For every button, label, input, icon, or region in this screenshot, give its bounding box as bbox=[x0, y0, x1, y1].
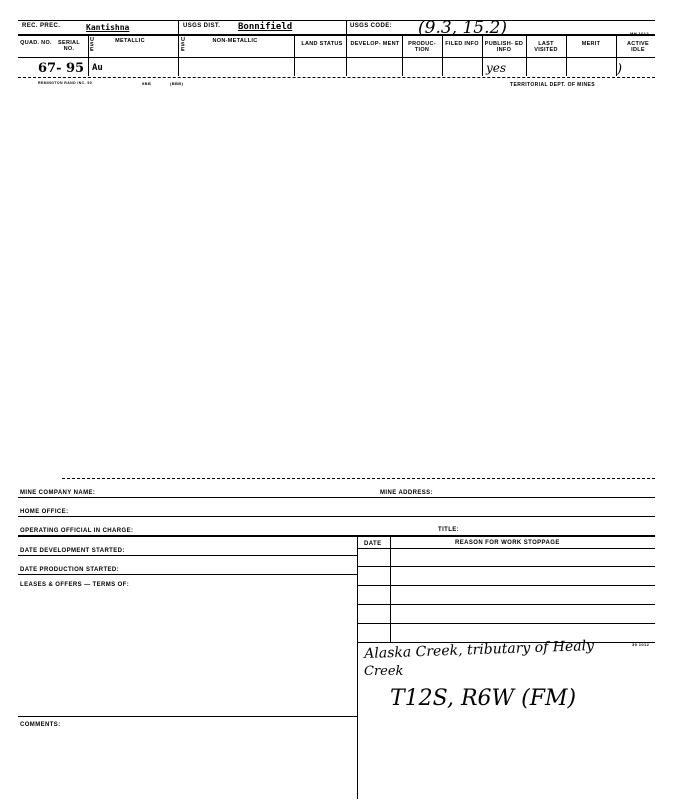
col-active-idle: ACTIVE IDLE bbox=[627, 41, 649, 53]
col-filed-info: FILED INFO bbox=[445, 41, 479, 47]
handwritten-location-line-2: Creek bbox=[364, 664, 404, 679]
usgs-code-label: USGS CODE: bbox=[350, 23, 393, 29]
rule-operating-official bbox=[18, 535, 655, 537]
stoppage-date-divider bbox=[390, 537, 391, 643]
rule-mine-company bbox=[18, 497, 655, 498]
small-form-code: 39 1012 bbox=[632, 642, 650, 647]
col-divider-4 bbox=[402, 35, 403, 76]
footer-code-2: (BBB) bbox=[170, 81, 184, 86]
operating-official-label: OPERATING OFFICIAL IN CHARGE: bbox=[20, 528, 134, 534]
col-divider-5 bbox=[442, 35, 443, 76]
stoppage-header-rule bbox=[357, 548, 655, 549]
col-development: DEVELOP- MENT bbox=[350, 41, 400, 47]
record-published-info: yes bbox=[486, 61, 507, 75]
col-merit: MERIT bbox=[581, 41, 601, 47]
col-last-visited: LAST VISITED bbox=[534, 41, 558, 53]
col-non-metallic: NON-METALLIC bbox=[212, 38, 258, 44]
usgs-code-value: (9.3, 15.2) bbox=[418, 18, 507, 38]
rule-date-development bbox=[18, 555, 357, 556]
col-divider-6 bbox=[482, 35, 483, 76]
col-use-2: U S E bbox=[181, 37, 186, 53]
mine-company-name-label: MINE COMPANY NAME: bbox=[20, 490, 96, 496]
agency-name: TERRITORIAL DEPT. OF MINES bbox=[510, 82, 595, 88]
rule-comments bbox=[18, 716, 357, 717]
divider-rec bbox=[178, 20, 179, 76]
col-divider-7 bbox=[526, 35, 527, 76]
col-divider-1 bbox=[88, 35, 89, 76]
stoppage-row-4 bbox=[357, 623, 655, 624]
col-divider-8 bbox=[566, 35, 567, 76]
col-quad-no: QUAD. NO. bbox=[20, 40, 52, 46]
mine-address-label: MINE ADDRESS: bbox=[380, 490, 433, 496]
stoppage-date-header: DATE bbox=[364, 541, 382, 547]
col-divider-2 bbox=[294, 35, 295, 76]
header-top-rule bbox=[18, 20, 655, 21]
stoppage-reason-header: REASON FOR WORK STOPPAGE bbox=[455, 540, 560, 546]
stoppage-row-1 bbox=[357, 566, 655, 567]
usgs-dist-value: Bonnifield bbox=[238, 22, 293, 32]
stoppage-left-edge bbox=[357, 537, 358, 799]
data-row-bottom bbox=[18, 77, 655, 78]
stoppage-row-2 bbox=[357, 585, 655, 586]
col-metallic: METALLIC bbox=[115, 38, 145, 44]
col-production: PRODUC- TION bbox=[408, 41, 436, 53]
col-divider-3 bbox=[346, 35, 347, 76]
record-quad-serial: 67- 95 bbox=[38, 61, 85, 76]
col-use-1: U S E bbox=[90, 37, 95, 53]
rule-home-office bbox=[18, 516, 655, 517]
form-number: MH 1012 bbox=[630, 31, 650, 36]
rec-prec-label: REC. PREC. bbox=[22, 23, 61, 29]
usgs-dist-label: USGS DIST. bbox=[183, 23, 221, 29]
col-serial-no: SERIAL NO. bbox=[58, 40, 80, 52]
divider-usgs bbox=[346, 20, 347, 34]
record-active-idle: ) bbox=[617, 62, 623, 77]
handwritten-location-line-1: Alaska Creek, tributary of Healy bbox=[364, 637, 595, 662]
stoppage-row-3 bbox=[357, 604, 655, 605]
col-published-info: PUBLISH- ED INFO bbox=[484, 41, 524, 53]
header-divider bbox=[18, 34, 655, 36]
column-header-bottom bbox=[18, 57, 655, 58]
col-land-status: LAND STATUS bbox=[301, 41, 343, 47]
date-production-label: DATE PRODUCTION STARTED: bbox=[20, 567, 120, 573]
handwritten-township-range: T12S, R6W (FM) bbox=[390, 686, 577, 711]
date-development-label: DATE DEVELOPMENT STARTED: bbox=[20, 548, 125, 554]
comments-label: COMMENTS: bbox=[20, 722, 61, 728]
leases-offers-label: LEASES & OFFERS — TERMS OF: bbox=[20, 582, 130, 588]
rec-prec-value: Kantishna bbox=[86, 23, 130, 32]
printer-credit: REMINGTON RAND INC. 50 bbox=[38, 81, 93, 85]
footer-code-1: 9BB bbox=[142, 81, 152, 86]
lower-form-top-rule bbox=[62, 478, 655, 479]
title-label: TITLE: bbox=[438, 527, 460, 533]
rule-date-production bbox=[18, 574, 357, 575]
home-office-label: HOME OFFICE: bbox=[20, 509, 69, 515]
record-metallic: Au bbox=[92, 63, 103, 73]
